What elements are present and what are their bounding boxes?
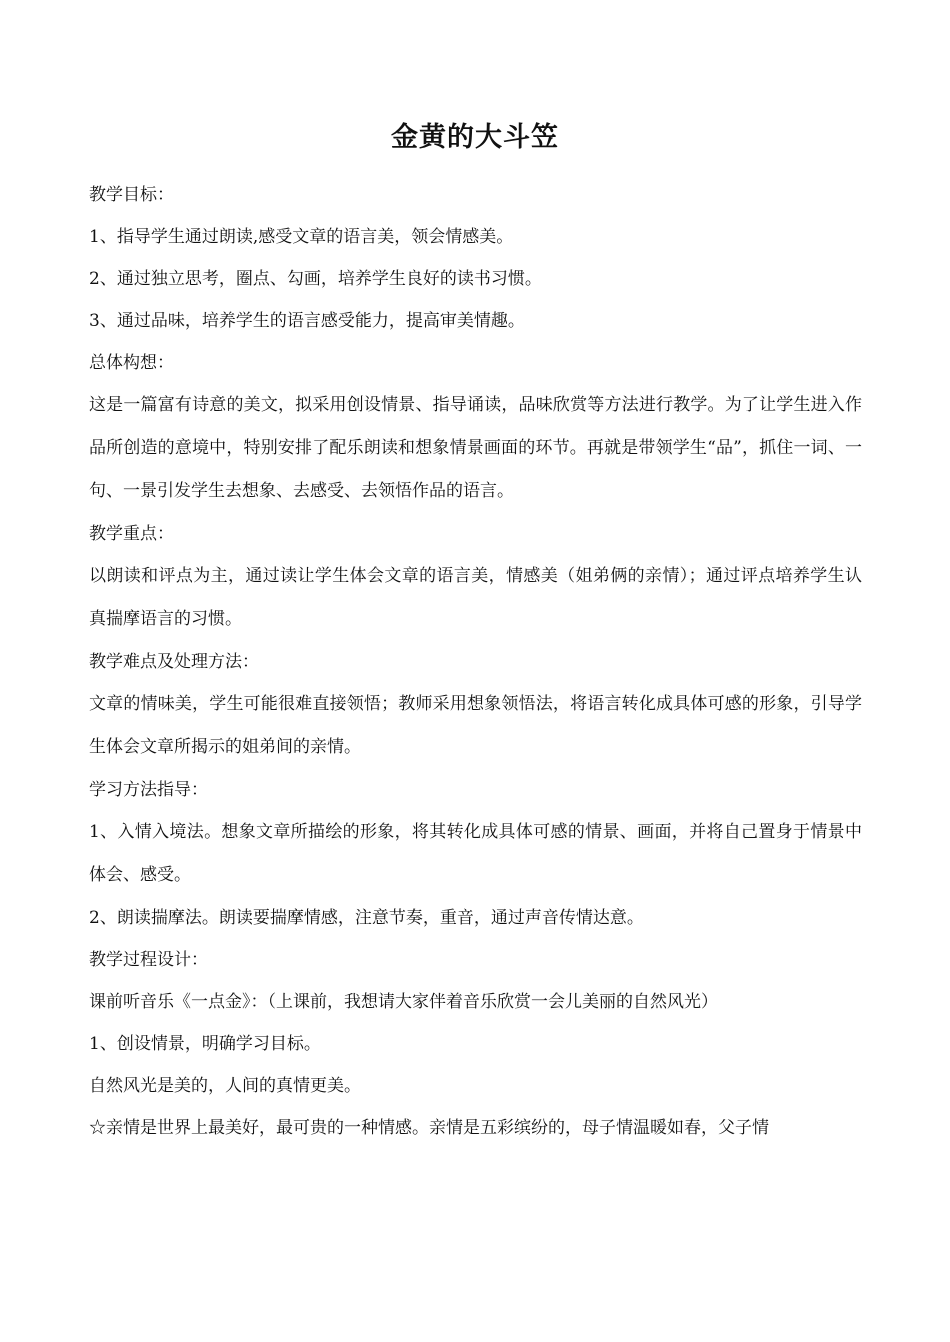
section-heading-study-methods: 学习方法指导：: [89, 780, 208, 800]
difficulties-paragraph: 文章的情味美，学生可能很难直接领悟；教师采用想象领悟法，将语言转化成具体可感的形象，引导学生体会文章所揭示的姐弟间的亲情。: [89, 694, 862, 757]
overall-concept-paragraph: 这是一篇富有诗意的美文，拟采用创设情景、指导诵读，品味欣赏等方法进行教学。为了让学生进入作品所创造的意境中，特别安排了配乐朗读和想象情景画面的环节。再就是带领学生“品”，抓住一词、一句、一景引发学生去想象、去感受、去领悟作品的语言。: [89, 395, 862, 501]
study-method-1: 1、入情入境法。想象文章所描绘的形象，将其转化成具体可感的情景、画面，并将自己置身于情景中体会、感受。: [89, 822, 862, 885]
document-title: 金黄的大斗笠: [391, 122, 559, 153]
goal-item-1: 1、指导学生通过朗读,感受文章的语言美，领会情感美。: [89, 227, 514, 247]
process-step-1: 1、创设情景，明确学习目标。: [89, 1034, 321, 1054]
section-heading-key-points: 教学重点：: [89, 524, 174, 544]
process-note: 自然风光是美的，人间的真情更美。: [89, 1076, 361, 1096]
process-prelude: 课前听音乐《一点金》：（上课前，我想请大家伴着音乐欣赏一会儿美丽的自然风光）: [89, 992, 718, 1012]
study-method-2: 2、朗读揣摩法。朗读要揣摩情感，注意节奏，重音，通过声音传情达意。: [89, 908, 644, 928]
goal-item-2: 2、通过独立思考，圈点、勾画，培养学生良好的读书习惯。: [89, 269, 542, 289]
process-affection-paragraph: ☆亲情是世界上最美好，最可贵的一种情感。亲情是五彩缤纷的，母子情温暖如春，父子情: [89, 1118, 769, 1138]
section-heading-difficulties: 教学难点及处理方法：: [89, 652, 259, 672]
section-heading-teaching-goals: 教学目标：: [89, 185, 174, 205]
goal-item-3: 3、通过品味，培养学生的语言感受能力，提高审美情趣。: [89, 311, 525, 331]
key-points-paragraph: 以朗读和评点为主，通过读让学生体会文章的语言美，情感美（姐弟俩的亲情）；通过评点培养学生认真揣摩语言的习惯。: [89, 566, 862, 629]
document-body: [89, 183, 862, 1159]
section-heading-overall-concept: 总体构想：: [89, 353, 174, 373]
section-heading-teaching-process: 教学过程设计：: [89, 950, 208, 970]
